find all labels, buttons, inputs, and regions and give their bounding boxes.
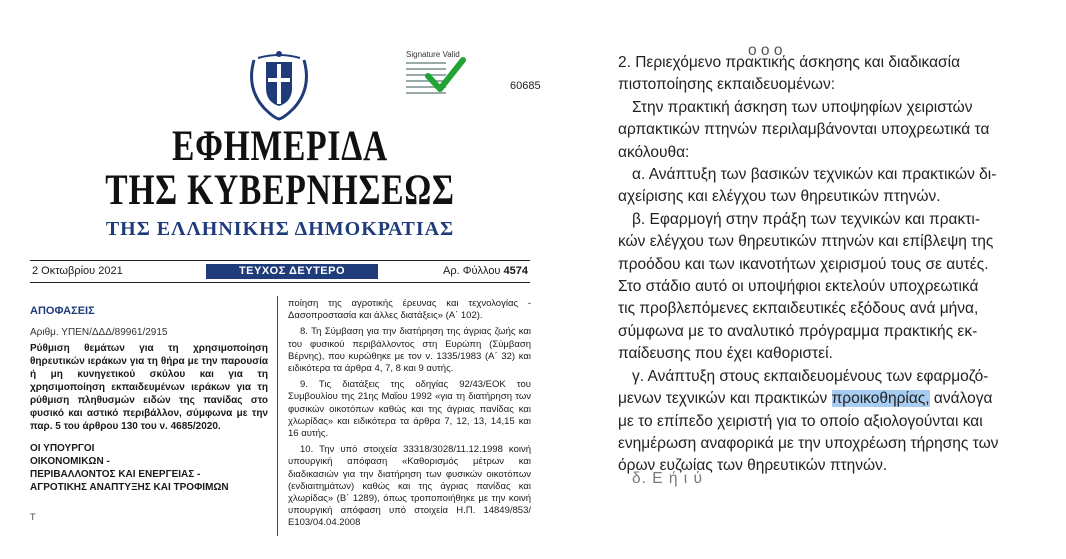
text-line: α. Ανάπτυξη των βασικών τεχνικών και πρακτικών δι- <box>632 166 997 184</box>
ministers-line: ΠΕΡΙΒΑΛΛΟΝΤΟΣ ΚΑΙ ΕΝΕΡΓΕΙΑΣ - <box>30 469 201 480</box>
text-line: τις προβλεπόμενες εκπαιδευτικές εξόδους ανά μήνα, <box>618 300 979 318</box>
text-line: αχείρισης και ελέγχου των θηρευτικών πτηνών. <box>618 188 941 206</box>
highlighted-word[interactable]: προικοθηρίας, <box>831 390 930 408</box>
text-line: ενημέρωση αναφορικά με την υποχρέωση τήρησης των <box>618 434 999 452</box>
issue-date: 2 Οκτωβρίου 2021 <box>32 265 123 277</box>
text-line: β. Εφαρμογή στην πράξη των τεχνικών και πρακτι- <box>632 210 980 228</box>
decision-reference: Αριθμ. ΥΠΕΝ/ΔΔΔ/89961/2915 <box>30 327 168 338</box>
text-line: Στο στάδιο αυτό οι υποψήφιοι εκτελούν υποχρεωτικά <box>618 278 979 296</box>
cut-off-text-bottom <box>618 470 1058 487</box>
text-line: πιστοποίησης εκπαιδευομένων: <box>618 76 836 94</box>
right-text-column <box>288 298 531 534</box>
issue-type-badge: ΤΕΥΧΟΣ ΔΕΥΤΕΡΟ <box>206 264 378 279</box>
ministers-heading <box>30 442 268 494</box>
gazette-excerpt <box>560 0 1066 559</box>
sheet-label: Αρ. Φύλλου <box>442 265 501 277</box>
ministers-line: ΟΙΚΟΝΟΜΙΚΩΝ - <box>30 456 110 467</box>
signature-valid-label: Signature Valid <box>406 50 460 59</box>
left-text-column <box>30 305 268 494</box>
text-line: αρπακτικών πτηνών περιλαμβάνονται υποχρεωτικά τα <box>618 121 990 139</box>
divider <box>30 282 530 283</box>
masthead-title-line2: ΤΗΣ ΚΥΒΕΡΝΗΣΕΩΣ <box>105 167 455 214</box>
greek-coat-of-arms-icon <box>244 48 314 120</box>
text-span: ανάλογα <box>929 390 993 408</box>
text-line: ακόλουθα: <box>618 143 690 161</box>
text-line <box>618 388 1058 410</box>
paragraph: 8. Τη Σύμβαση για την διατήρηση της άγριας ζωής και του φυσικού περιβάλλοντος στη Ευρώπη (Σύμβαση Βέρνης), που κυρώθηκε με τον ν. 1335/1983 (Α΄ 32) και ειδικότερα τα άρθρα 4, 7, 8 και 9 αυτής. <box>288 326 531 375</box>
section-heading: ΑΠΟΦΑΣΕΙΣ <box>30 305 95 317</box>
paragraph: ποίηση της αγροτικής έρευνας και τεχνολογίας - Δασοπροστασία και άλλες διατάξεις» (Α΄ 102). <box>288 298 531 322</box>
paragraph: 9. Τις διατάξεις της οδηγίας 92/43/ΕΟΚ του Συμβουλίου της 21ης Μαΐου 1992 «για τη διατήρηση των φυσικών οικοτόπων καθώς και της άγριας πανίδας και χλωρίδας» και ειδικότερα τα άρθρα 7, 12, 13, 14,15 και 16 αυτής. <box>288 379 531 440</box>
checkmark-icon <box>424 56 466 94</box>
ministers-line: ΑΓΡΟΤΙΚΗΣ ΑΝΑΠΤΥΞΗΣ ΚΑΙ ΤΡΟΦΙΜΩΝ <box>30 482 229 493</box>
ministers-line: ΟΙ ΥΠΟΥΡΓΟΙ <box>30 443 95 454</box>
decision-title: Ρύθμιση θεμάτων για τη χρησιμοποίηση θηρευτικών ιεράκων για τη θήρα με την παρουσία ή μη κυνηγετικού σκύλου και για τη χρησιμοποίηση εκπαιδευμένων ιεράκων για τη ρύθμιση πληθυσμών ειδών της πανίδας στο φυσικό και αστικό περιβάλλον, σύμφωνα με την παρ. 5 του άρθρου 130 του ν. 4685/2020. <box>30 343 268 432</box>
cut-off-text: Τ <box>30 512 36 522</box>
issue-bar <box>30 264 530 280</box>
text-span: μενων τεχνικών και πρακτικών <box>618 390 832 408</box>
masthead-title-line1: ΕΦΗΜΕΡΙΔΑ <box>171 123 389 170</box>
excerpt-body <box>618 52 1058 478</box>
issue-sheet-number <box>443 265 528 277</box>
sheet-number: 4574 <box>503 265 528 277</box>
page-number: 60685 <box>510 80 541 92</box>
text-line: γ. Ανάπτυξη στους εκπαιδευομένους των εφαρμοζό- <box>632 367 989 385</box>
cut-off-text-top <box>618 36 1058 59</box>
cut-off-text: ο ο ο <box>748 42 783 59</box>
text-line: κών ελέγχου των θηρευτικών πτηνών και επίβλεψη της <box>618 233 994 251</box>
column-divider <box>277 296 278 536</box>
divider <box>30 260 530 261</box>
text-line: Στην πρακτική άσκηση των υποψηφίων χειριστών <box>632 98 973 116</box>
text-line: σύμφωνα με το αναλυτικό πρόγραμμα πρακτικής εκ- <box>618 322 978 340</box>
text-line: προόδου και των ικανοτήτων χειρισμού τους σε αυτές. <box>618 255 989 273</box>
cut-off-text: δ. Ε ή ι ύ <box>632 470 704 487</box>
text-line: παίδευσης που έχει καθοριστεί. <box>618 345 833 363</box>
masthead-subtitle: ΤΗΣ ΕΛΛΗΝΙΚΗΣ ΔΗΜΟΚΡΑΤΙΑΣ <box>105 218 455 240</box>
text-line: 2. Περιεχόμενο πρακτικής άσκησης και διαδικασία <box>618 54 961 71</box>
paragraph: 10. Την υπό στοιχεία 33318/3028/11.12.1998 κοινή υπουργική απόφαση «Καθορισμός μέτρων και διαδικασιών για την διατήρηση των φυσικών οικοτόπων (ενδιαιτημάτων) καθώς και της άγριας πανίδας και χλωρίδας» (Β΄ 1289), όπως τροποποιήθηκε με την κοινή υπουργική απόφαση υπό στοιχεία Η.Π. 14849/853/Ε103/04.04.2008 <box>288 444 531 529</box>
text-line: με το επίπεδο χειριστή για το οποίο αξιολογούνται και <box>618 412 983 430</box>
text-line: όρων ευζωίας των θηρευτικών πτηνών. <box>618 457 888 475</box>
digital-signature-stamp <box>406 50 486 106</box>
